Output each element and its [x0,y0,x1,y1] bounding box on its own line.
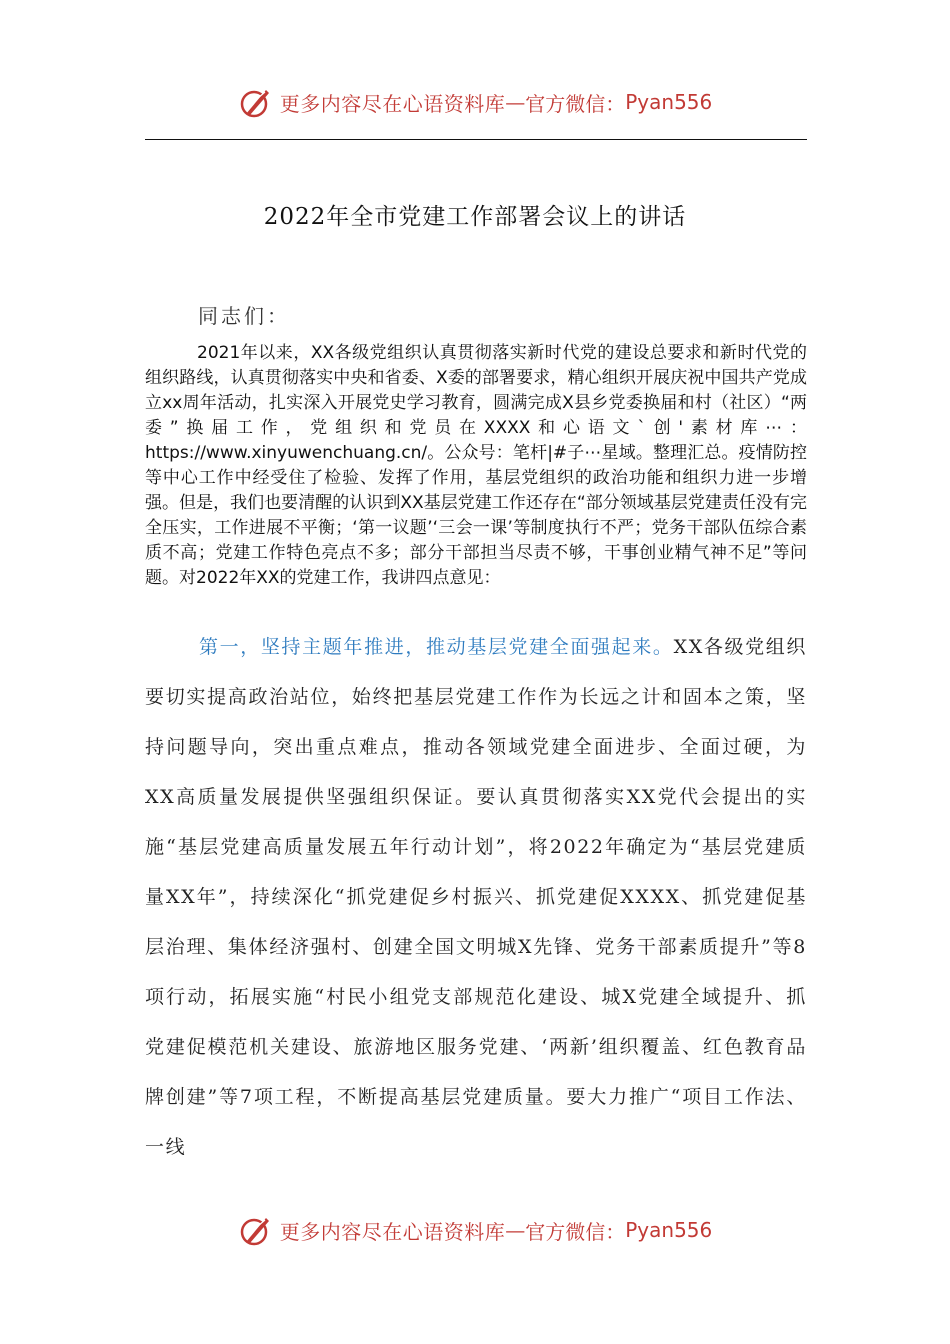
banner-wechat-id: Pyan556 [625,1218,713,1242]
banner-wechat-label: 官方微信： [525,91,626,116]
banner-wechat-id: Pyan556 [625,90,713,114]
banner-slogan: 更多内容尽在心语资料库 [279,1219,506,1244]
section-one-body: XX各级党组织要切实提高政治站位，始终把基层党建工作作为长远之计和固本之策，坚持问题导向，突出重点难点，推动各领域党建全面进步、全面过硬，为XX高质量发展提供坚强组织保证。要认真贯彻落实XX党代会提出的实施“基层党建高质量发展五年行动计划”，将2022年确定为“基层党建质量XX年”，持续深化“抓党建促乡村振兴、抓党建促XXXX、抓党建促基层治理、集体经济强村、创建全国文明城X先锋、党务干部素质提升”等8项行动，拓展实施“村民小组党支部规范化建设、城X党建全域提升、抓党建促模范机关建设、旅游地区服务党建、‘两新’组织覆盖、红色教育品牌创建”等7项工程，不断提高基层党建质量。要大力推广“项目工作法、一线 [145,636,807,1158]
quill-pen-icon [238,84,274,120]
banner-dash: — [505,90,526,114]
banner-dash: — [505,1218,526,1242]
document-title: 2022年全市党建工作部署会议上的讲话 [263,204,687,230]
banner-slogan: 更多内容尽在心语资料库 [279,91,506,116]
header-banner [0,80,950,124]
section-one-paragraph [145,622,807,1172]
footer-banner [0,1208,950,1252]
quill-pen-icon [238,1212,274,1248]
header-divider [145,139,807,140]
banner-wechat-label: 官方微信： [525,1219,626,1244]
section-one-heading: 第一，坚持主题年推进，推动基层党建全面强起来。 [199,636,674,658]
intro-paragraph: 2021年以来，XX各级党组织认真贯彻落实新时代党的建设总要求和新时代党的组织路线，认真贯彻落实中央和省委、X委的部署要求，精心组织开展庆祝中国共产党成立xx周年活动，扎实深入开展党史学习教育，圆满完成X县乡党委换届和村（社区）“两委”换届工作，党组织和党员在XXXX和心语文`创'素材库⋯：https://www.xinyuwenchuang.cn/。公众号：笔杆|#子⋯星域。整理汇总。疫情防控等中心工作中经受住了检验、发挥了作用，基层党组织的政治功能和组织力进一步增强。但是，我们也要清醒的认识到XX基层党建工作还存在“部分领域基层党建责任没有完全压实，工作进展不平衡；‘第一议题’‘三会一课’等制度执行不严；党务干部队伍综合素质不高；党建工作特色亮点不多；部分干部担当尽责不够，干事创业精气神不足”等问题。对2022年XX的党建工作，我讲四点意见： [145,343,807,588]
salutation: 同志们： [198,304,290,328]
